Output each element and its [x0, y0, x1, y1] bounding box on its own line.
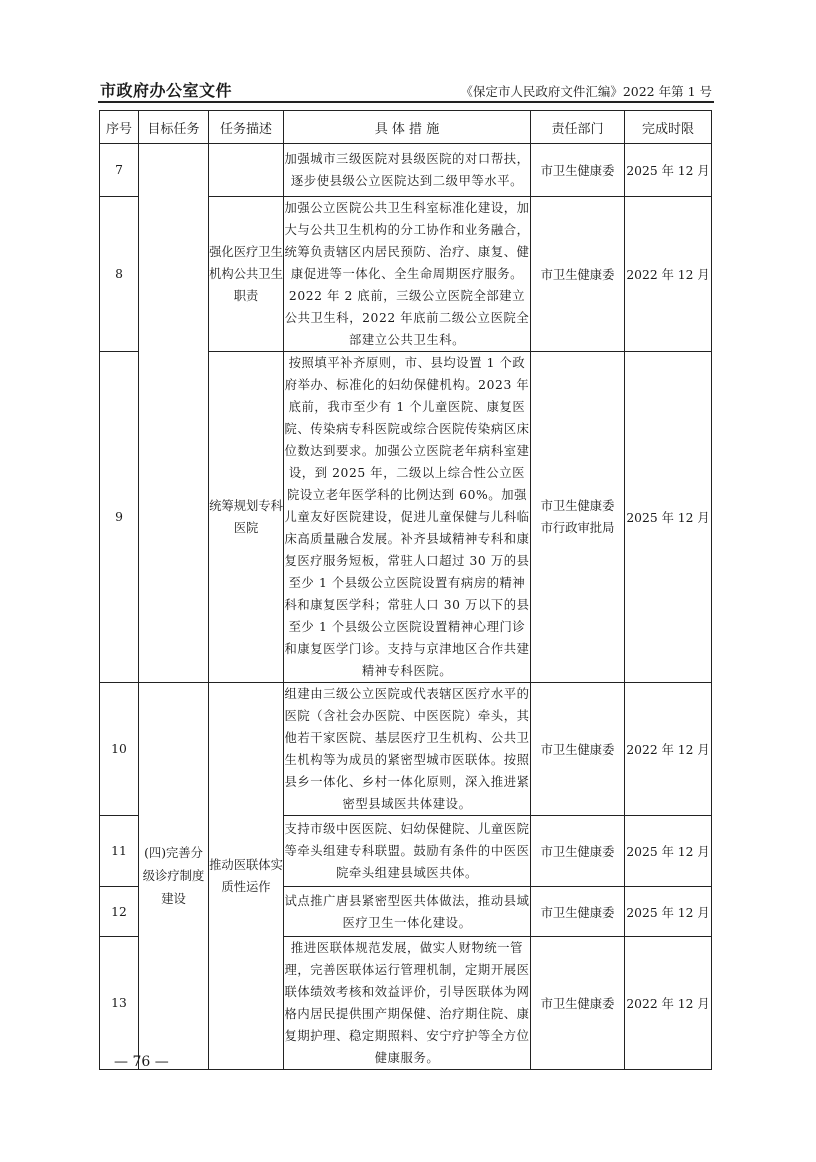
row-number: 10: [100, 683, 139, 816]
row-number: 13: [100, 937, 139, 1070]
measures-table: [99, 110, 712, 1070]
col-header-desc: 任务描述: [209, 111, 284, 144]
dept-cell: 市卫生健康委: [531, 937, 625, 1070]
dept-cell: 市卫生健康委 市行政审批局: [531, 352, 625, 683]
measure-cell: 加强城市三级医院对县级医院的对口帮扶，逐步使县级公立医院达到二级甲等水平。: [284, 144, 531, 197]
page-number: — 76 —: [114, 1054, 169, 1070]
row-number: 7: [100, 144, 139, 197]
measure-cell: 试点推广唐县紧密型医共体做法，推动县域医疗卫生一体化建设。: [284, 887, 531, 937]
col-header-deadline: 完成时限: [625, 111, 712, 144]
measure-cell: 组建由三级公立医院或代表辖区医疗水平的医院（含社会办医院、中医医院）牵头，其他若干家医院、基层医疗卫生机构、公共卫生机构等为成员的紧密型城市医联体。按照县乡一体化、乡村一体化原则，深入推进紧密型县域医共体建设。: [284, 683, 531, 816]
dept-cell: 市卫生健康委: [531, 816, 625, 887]
measure-cell: 加强公立医院公共卫生科室标准化建设，加大与公共卫生机构的分工协作和业务融合，统筹负责辖区内居民预防、治疗、康复、健康促进等一体化、全生命周期医疗服务。2022 年 2 底前，三级公立医院全部建立公共卫生科，2022 年底前二级公立医院全部建立公共卫生科。: [284, 197, 531, 352]
table-row: [100, 144, 712, 197]
row-number: 12: [100, 887, 139, 937]
col-header-goal: 目标任务: [139, 111, 209, 144]
dept-cell: 市卫生健康委: [531, 683, 625, 816]
row-number: 11: [100, 816, 139, 887]
deadline-cell: 2022 年 12 月: [625, 683, 712, 816]
header-rule: [98, 101, 714, 103]
publication-issue: 《保定市人民政府文件汇编》2022 年第 1 号: [460, 84, 712, 99]
row-number: 8: [100, 197, 139, 352]
deadline-cell: 2022 年 12 月: [625, 197, 712, 352]
dept-cell: 市卫生健康委: [531, 144, 625, 197]
table-row: [100, 683, 712, 816]
deadline-cell: 2025 年 12 月: [625, 144, 712, 197]
desc-cell-empty: [209, 144, 284, 197]
desc-cell: 强化医疗卫生机构公共卫生职责: [209, 197, 284, 352]
col-header-no: 序号: [100, 111, 139, 144]
deadline-cell: 2025 年 12 月: [625, 352, 712, 683]
goal-cell-empty: [139, 144, 209, 683]
measure-cell: 支持市级中医医院、妇幼保健院、儿童医院等牵头组建专科联盟。鼓励有条件的中医医院牵头组建县域医共体。: [284, 816, 531, 887]
measure-cell: 按照填平补齐原则，市、县均设置 1 个政府举办、标准化的妇幼保健机构。2023 年底前，我市至少有 1 个儿童医院、康复医院、传染病专科医院或综合医院传染病区床位数达到要求。加强公立医院老年病科室建设，到 2025 年，二级以上综合性公立医院设立老年医学科的比例达到 60%。加强儿童友好医院建设，促进儿童保健与儿科临床高质量融合发展。补齐县域精神专科和康复医疗服务短板，常驻人口超过 30 万的县至少 1 个县级公立医院设置有病房的精神科和康复医学科；常驻人口 30 万以下的县至少 1 个县级公立医院设置精神心理门诊和康复医学门诊。支持与京津地区合作共建精神专科医院。: [284, 352, 531, 683]
goal-cell: (四)完善分级诊疗制度建设: [139, 683, 209, 1070]
dept-cell: 市卫生健康委: [531, 197, 625, 352]
col-header-dept: 责任部门: [531, 111, 625, 144]
deadline-cell: 2022 年 12 月: [625, 937, 712, 1070]
deadline-cell: 2025 年 12 月: [625, 816, 712, 887]
desc-cell: 推动医联体实质性运作: [209, 683, 284, 1070]
deadline-cell: 2025 年 12 月: [625, 887, 712, 937]
measure-cell: 推进医联体规范发展，做实人财物统一管理，完善医联体运行管理机制，定期开展医联体绩效考核和效益评价，引导医联体为网格内居民提供围产期保健、治疗期住院、康复期护理、稳定期照料、安宁疗护等全方位健康服务。: [284, 937, 531, 1070]
desc-cell: 统筹规划专科医院: [209, 352, 284, 683]
dept-cell: 市卫生健康委: [531, 887, 625, 937]
table-header-row: [100, 111, 712, 144]
document-source-title: 市政府办公室文件: [100, 81, 233, 100]
row-number: 9: [100, 352, 139, 683]
col-header-measure: 具 体 措 施: [284, 111, 531, 144]
